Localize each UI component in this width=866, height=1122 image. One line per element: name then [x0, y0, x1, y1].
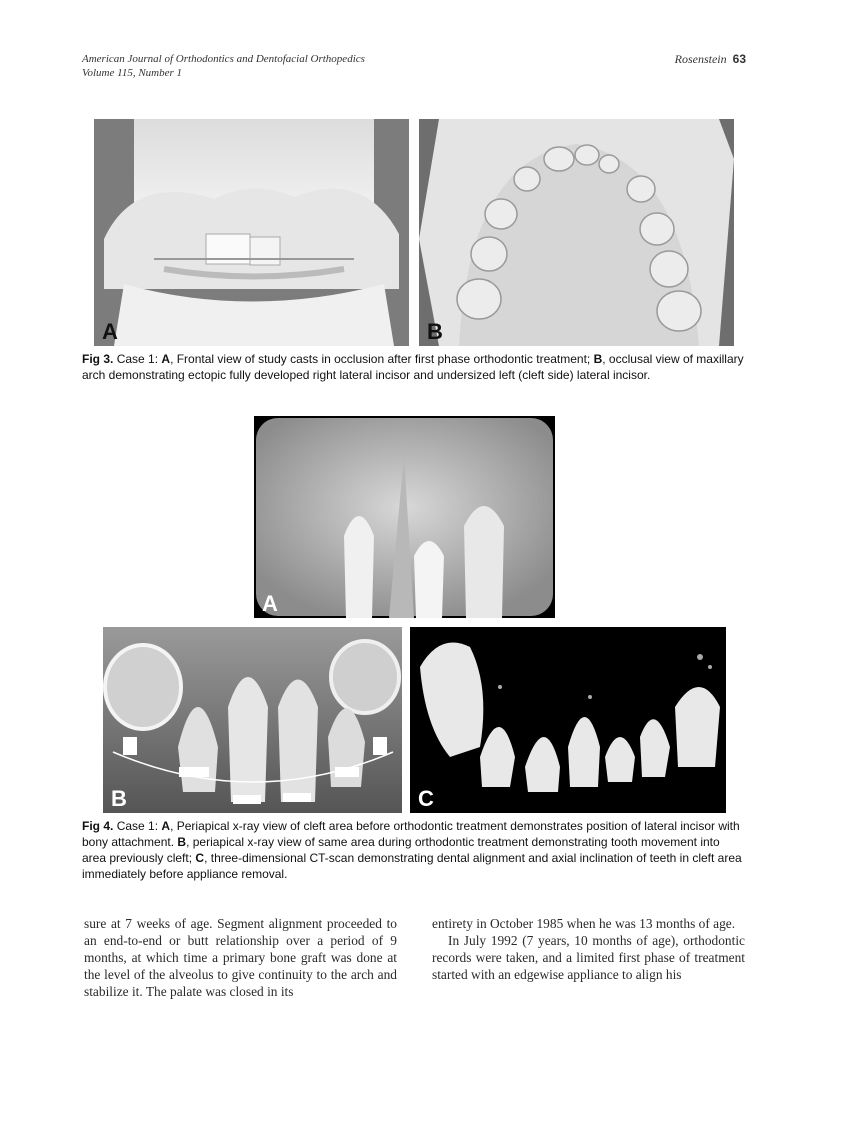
fig3-caption: [82, 351, 746, 383]
body-right-column: [432, 915, 745, 983]
fig3-panel-b-photo: [419, 119, 734, 346]
journal-volume: Volume 115, Number 1: [82, 67, 183, 79]
running-head: [82, 52, 746, 80]
fig4-caption-ref-c: C: [195, 851, 205, 865]
fig4-panel-b-label: B: [111, 786, 127, 811]
journal-title: American Journal of Orthodontics and Dentofacial Orthopedics: [82, 53, 365, 65]
fig3-panel-b-label: B: [427, 319, 443, 344]
author-page: [675, 52, 746, 66]
fig4-caption: [82, 818, 746, 882]
body-right-paragraph-1: entirety in October 1985 when he was 13 months of age.: [432, 916, 736, 931]
fig4-panel-a-label: A: [262, 591, 278, 616]
fig4-caption-text: , periapical x-ray view of same area during orthodontic treatment demonstrating tooth movement into area previously cleft;: [82, 835, 720, 865]
body-right-paragraph-2: In July 1992 (7 years, 10 months of age), orthodontic records were taken, and a limited first phase of treatment started with an edgewise appliance to align his: [432, 933, 745, 982]
page-number: 63: [732, 52, 746, 66]
author-name: Rosenstein: [674, 52, 727, 66]
fig3-caption-text: Case 1:: [116, 352, 162, 366]
fig4-caption-ref-b: B: [177, 835, 187, 849]
maxillary-arch-occlusal-image: [419, 119, 734, 346]
fig4-caption-text: , Periapical x-ray view of cleft area before orthodontic treatment demonstrates position of lateral incisor with bony attachment.: [82, 819, 740, 849]
periapical-xray-before-image: [254, 416, 555, 618]
fig4-caption-text: , three-dimensional CT-scan demonstrating dental alignment and axial inclination of teeth in cleft area immediately before appliance removal.: [82, 851, 742, 881]
body-left-column: [84, 915, 397, 1000]
fig4-caption-label: Fig 4.: [82, 819, 114, 833]
fig3-caption-text: , occlusal view of maxillary arch demonstrating ectopic fully developed right lateral incisor and undersized left (cleft side) lateral incisor.: [82, 352, 744, 382]
fig3-caption-ref-a: A: [161, 352, 171, 366]
ct-scan-3d-image: [410, 627, 726, 813]
periapical-xray-during-image: [103, 627, 402, 813]
fig4-caption-text: Case 1:: [116, 819, 162, 833]
fig4-panel-c-label: C: [418, 786, 434, 811]
fig4-caption-ref-a: A: [161, 819, 171, 833]
fig3-caption-text: , Frontal view of study casts in occlusion after first phase orthodontic treatment;: [170, 352, 594, 366]
body-left-paragraph: sure at 7 weeks of age. Segment alignment proceeded to an end-to-end or butt relationship over a period of 9 months, at which time a primary bone graft was done at the level of the alveolus to give continuity to the arch and stabilize it. The palate was closed in its: [84, 916, 397, 999]
fig3-caption-label: Fig 3.: [82, 352, 114, 366]
fig3-panel-a-label: A: [102, 319, 118, 344]
fig4-panel-b-xray: [103, 627, 402, 813]
fig3-caption-ref-b: B: [593, 352, 603, 366]
fig4-panel-c-ctscan: [410, 627, 726, 813]
fig4-panel-a-xray: [254, 416, 555, 618]
fig3-panel-a-photo: [94, 119, 409, 346]
study-casts-frontal-image: [94, 119, 409, 346]
